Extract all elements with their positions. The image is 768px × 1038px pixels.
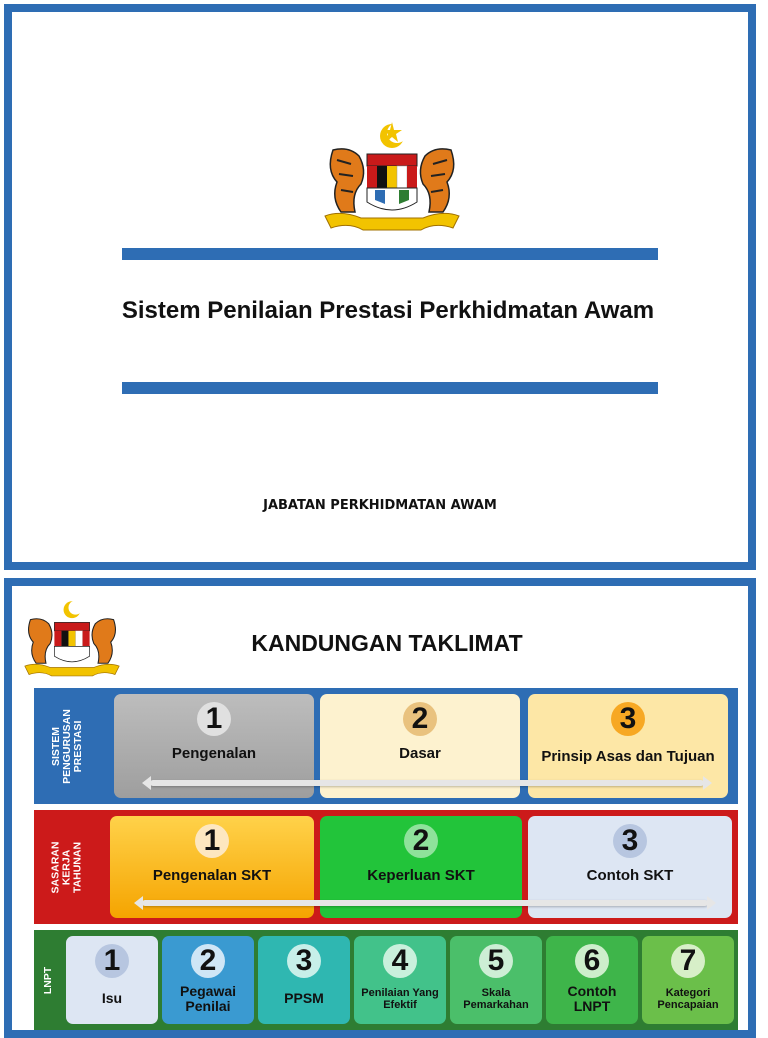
topic-number: 2 [403,702,437,736]
topic-label: Keperluan SKT [367,866,475,884]
topic-label: Skala Pemarkahan [463,986,529,1011]
presentation-title: Sistem Penilaian Prestasi Perkhidmatan Awam [121,297,655,324]
topic-card[interactable] [546,936,638,1024]
topic-label: Penilaian Yang Efektif [361,986,439,1011]
topic-card[interactable] [258,936,350,1024]
topic-number: 7 [671,944,705,978]
topic-label: Prinsip Asas dan Tujuan [541,747,715,765]
topic-card[interactable] [162,936,254,1024]
title-slide [4,4,756,570]
topic-label: Pengenalan [171,744,257,762]
top-divider-bar [122,248,658,260]
topic-label: PPSM [284,990,324,1007]
topic-number: 1 [195,824,229,858]
topic-number: 2 [404,824,438,858]
section-lnpt [34,930,738,1030]
topic-label: Isu [101,990,123,1007]
contents-slide [4,578,756,1038]
topic-number: 1 [95,944,129,978]
topic-label: Contoh SKT [586,866,674,884]
topic-card[interactable] [642,936,734,1024]
topic-label: Contoh LNPT [567,982,617,1014]
topic-number: 6 [575,944,609,978]
section-side-label: LNPT [42,966,55,994]
topic-label: Pengenalan SKT [152,866,272,884]
range-arrow [150,780,704,786]
section-side-label: SISTEM PENGURUSAN PRESTASI [49,708,84,784]
topic-number: 3 [287,944,321,978]
section-sasaran-kerja-tahunan [34,810,738,924]
topic-number: 1 [197,702,231,736]
section-sistem-pengurusan-prestasi [34,688,738,804]
topic-card[interactable] [66,936,158,1024]
range-arrow [142,900,708,906]
topic-number: 2 [191,944,225,978]
coat-of-arms-logo [321,120,463,238]
topic-number: 4 [383,944,417,978]
coat-of-arms-logo-small [22,598,122,682]
topic-number: 3 [611,702,645,736]
topic-number: 3 [613,824,647,858]
topic-label: Dasar [399,744,441,762]
topic-card[interactable] [450,936,542,1024]
topic-label: Pegawai Penilai [179,982,237,1014]
section-side-label: SASARAN KERJA TAHUNAN [49,841,84,893]
topic-number: 5 [479,944,513,978]
contents-title: KANDUNGAN TAKLIMAT [251,630,523,656]
topic-card[interactable] [354,936,446,1024]
bottom-divider-bar [122,382,658,394]
topic-label: Kategori Pencapaian [657,986,719,1011]
department-name: JABATAN PERKHIDMATAN AWAM [263,498,497,513]
